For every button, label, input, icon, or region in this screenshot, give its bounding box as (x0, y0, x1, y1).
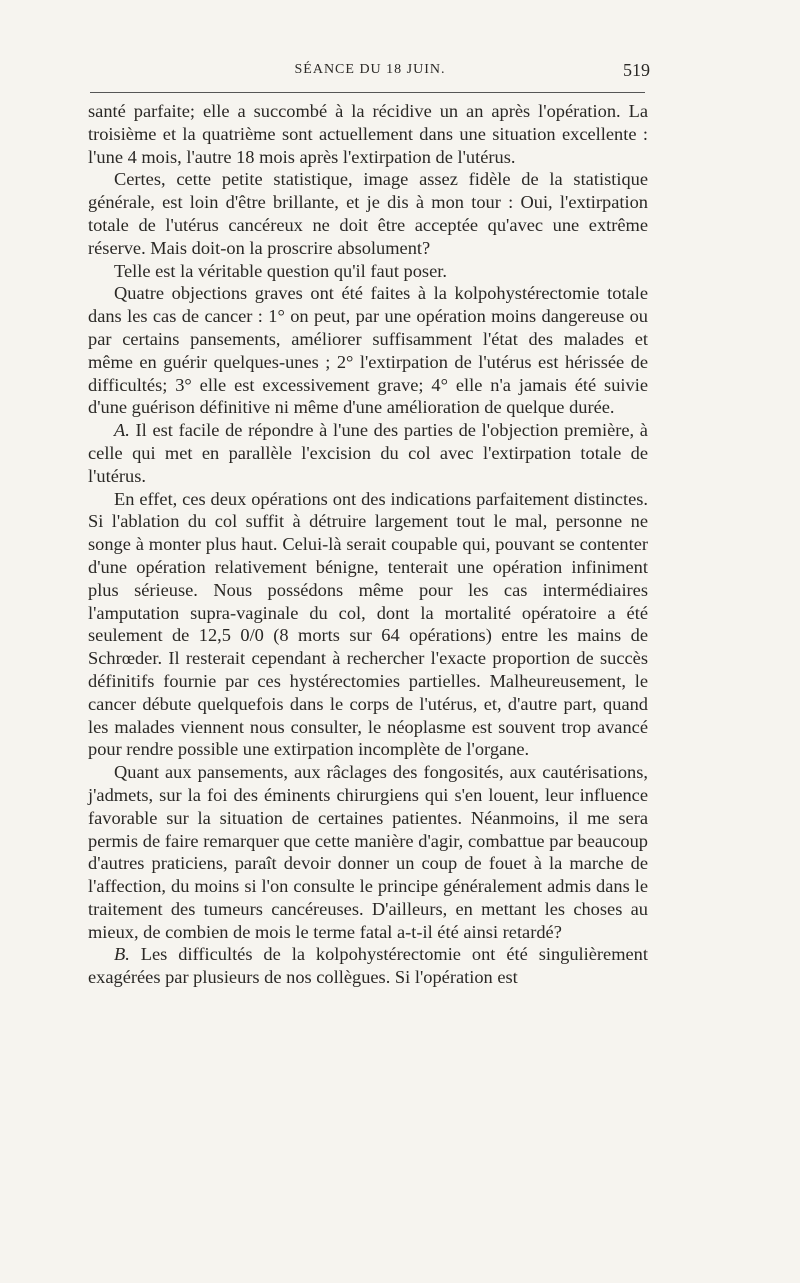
paragraph (88, 943, 648, 989)
paragraph (88, 488, 648, 762)
paragraph-text: Quatre objections graves ont été faites à la kolpohystérectomie totale dans les cas de cancer : 1° on peut, par une opération moins dangereuse ou par certains pansements, améliorer suffisamment l'état des malades et même en guérir quelques-unes ; 2° l'extirpation de l'utérus est hérissée de difficultés; 3° elle est excessivement grave; 4° elle n'a jamais été suivie d'une guérison définitive ni même d'une amélioration de quelque durée. (88, 283, 648, 418)
paragraph (88, 100, 648, 168)
paragraph-text: Certes, cette petite statistique, image assez fidèle de la statistique générale, est loin d'être brillante, et je dis à mon tour : Oui, l'extirpation totale de l'utérus cancéreux ne doit être acceptée qu'avec une extrême réserve. Mais doit-on la proscrire absolument? (88, 169, 648, 258)
paragraph-text: Il est facile de répondre à l'une des parties de l'objection première, à celle qui met en parallèle l'excision du col avec l'extirpation totale de l'utérus. (88, 420, 648, 486)
body-text (88, 100, 648, 989)
paragraph (88, 282, 648, 419)
paragraph-text: Telle est la véritable question qu'il faut poser. (114, 260, 447, 281)
section-mark: B. (114, 944, 130, 965)
paragraph-text: santé parfaite; elle a succombé à la récidive un an après l'opération. La troisième et la quatrième sont actuellement dans une situation excellente : l'une 4 mois, l'autre 18 mois après l'extirpation de l'utérus. (88, 101, 648, 167)
paragraph (88, 761, 648, 943)
section-mark: A. (114, 420, 130, 441)
paragraph-text: Les difficultés de la kolpohystérectomie ont été singulièrement exagérées par plusieurs de nos collègues. Si l'opération est (88, 944, 648, 988)
running-title: SÉANCE DU 18 JUIN. (294, 62, 446, 77)
paragraph-text: En effet, ces deux opérations ont des indications parfaitement distinctes. Si l'ablation du col suffit à détruire largement tout le mal, personne ne songe à monter plus haut. Celui-là serait coupable qui, pouvant se contenter d'une opération relativement bénigne, tenterait une opération infiniment plus sérieuse. Nous possédons même pour les cas intermédiaires l'amputation supra-vaginale du col, dont la mortalité opératoire a été seulement de 12,5 0/0 (8 morts sur 64 opérations) entre les mains de Schrœder. Il resterait cependant à rechercher l'exacte proportion de succès définitifs fournie par ces hystérectomies partielles. Malheureusement, le cancer débute quelquefois dans le corps de l'utérus, et, d'autre part, quand les malades viennent nous consulter, le néoplasme est souvent trop avancé pour rendre possible une extirpation incomplète de l'organe. (88, 488, 648, 760)
paragraph (88, 260, 648, 283)
paragraph-text: Quant aux pansements, aux râclages des fongosités, aux cautérisations, j'admets, sur la foi des éminents chirurgiens qui s'en louent, leur influence favorable sur la situation de certaines patientes. Néanmoins, il me sera permis de faire remarquer que cette manière d'agir, combattue par beaucoup d'autres praticiens, paraît devoir donner un coup de fouet à la marche de l'affection, du moins si l'on consulte le principe généralement admis dans le traitement des tumeurs cancéreuses. D'ailleurs, en mettant les choses au mieux, de combien de mois le terme fatal a-t-il été ainsi retardé? (88, 762, 648, 942)
running-head (90, 60, 650, 82)
paragraph (88, 419, 648, 487)
header-rule (90, 92, 645, 93)
paragraph (88, 168, 648, 259)
page-number: 519 (623, 60, 650, 80)
